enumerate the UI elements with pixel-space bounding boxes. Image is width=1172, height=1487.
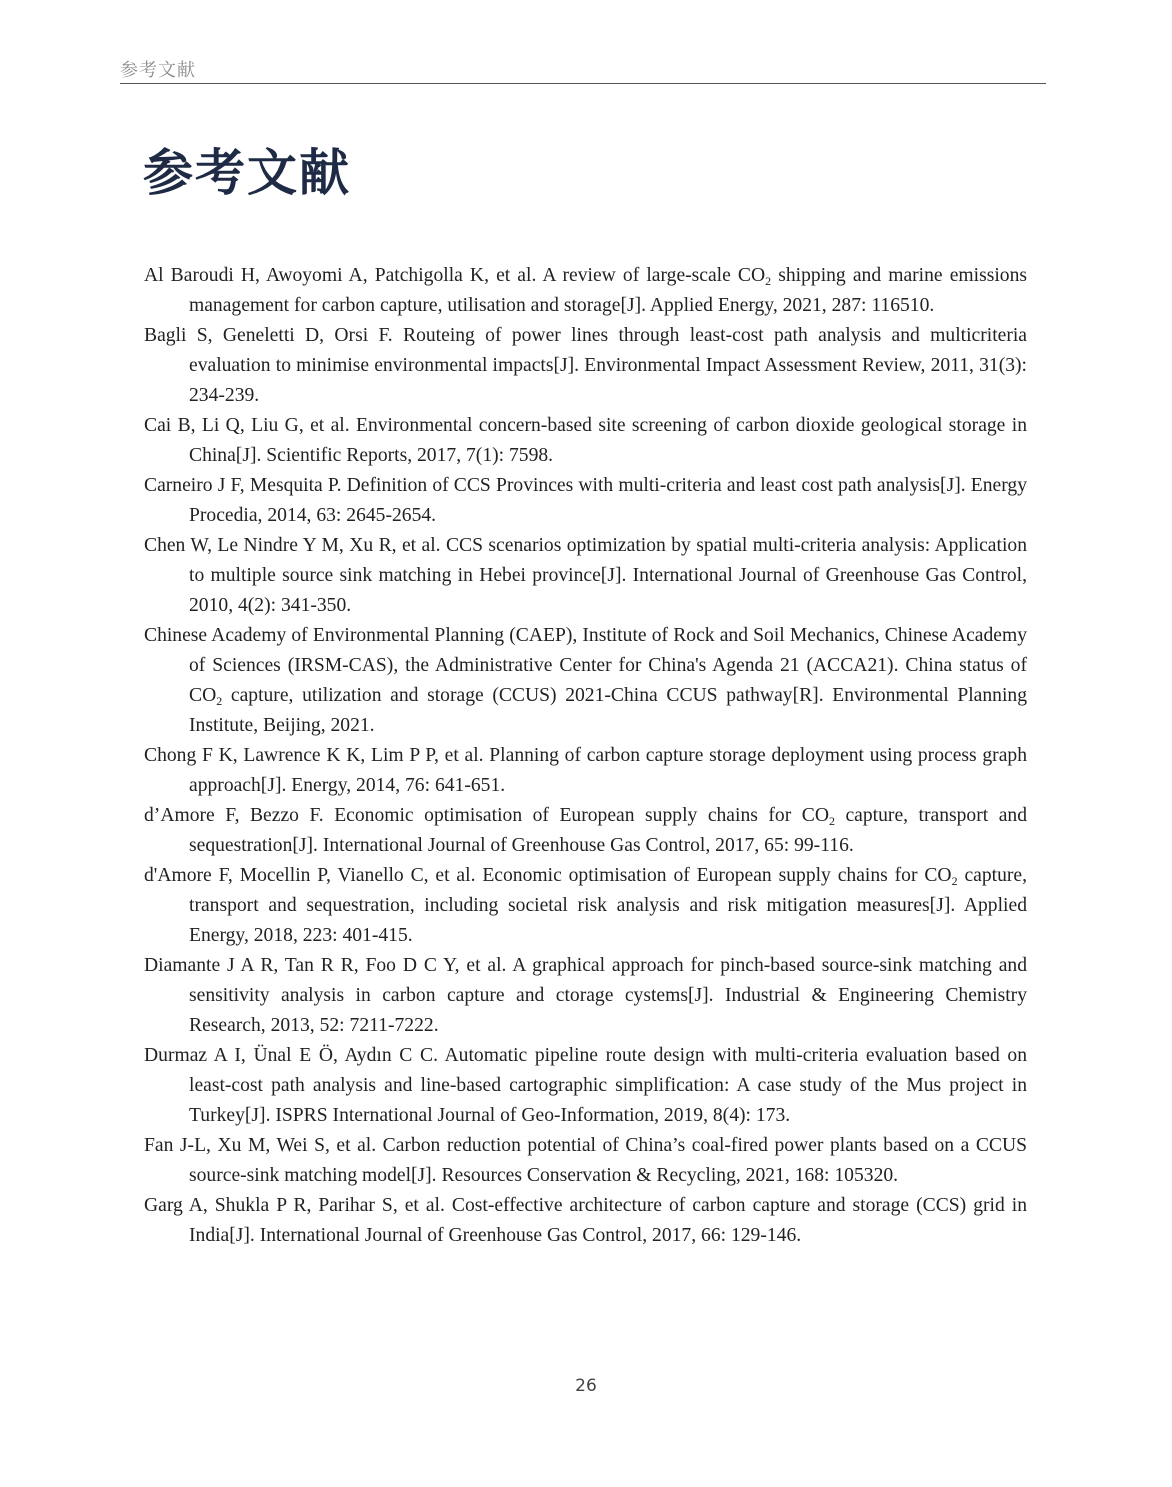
reference-entry [144, 471, 1027, 531]
running-header: 参考文献 [120, 60, 196, 81]
reference-text: Fan J-L, Xu M, Wei S, et al. Carbon reduction potential of China’s coal-fired power plants based on a CCUS source-sink matching model[J]. Resources Conservation & Recycling, 2021, 168: 105320. [144, 1135, 1027, 1186]
reference-text: Bagli S, Geneletti D, Orsi F. Routeing of power lines through least-cost path analysis and multicriteria evaluation to minimise environmental impacts[J]. Environmental Impact Assessment Review, 2011, 31(3): 234-239. [144, 325, 1027, 406]
reference-text: Garg A, Shukla P R, Parihar S, et al. Cost-effective architecture of carbon capture and storage (CCS) grid in India[J]. International Journal of Greenhouse Gas Control, 2017, 66: 129-146. [144, 1195, 1027, 1246]
reference-entry [144, 261, 1027, 321]
page-number: 26 [575, 1376, 597, 1396]
reference-entry [144, 1191, 1027, 1251]
reference-entry [144, 411, 1027, 471]
header-divider [120, 83, 1046, 84]
reference-text: Carneiro J F, Mesquita P. Definition of CCS Provinces with multi-criteria and least cost path analysis[J]. Energy Procedia, 2014, 63: 2645-2654. [144, 475, 1027, 526]
reference-entry [144, 801, 1027, 861]
reference-text-continued: capture, transport and sequestration, including societal risk analysis and risk mitigation measures[J]. Applied Energy, 2018, 223: 401-415. [189, 865, 1027, 946]
reference-text: d'Amore F, Mocellin P, Vianello C, et al. Economic optimisation of European supply chains for CO [144, 865, 952, 886]
reference-entry [144, 621, 1027, 741]
reference-entry [144, 741, 1027, 801]
reference-text: Al Baroudi H, Awoyomi A, Patchigolla K, et al. A review of large-scale CO [144, 265, 766, 286]
reference-entry [144, 321, 1027, 411]
reference-text-continued: capture, transport and sequestration[J]. International Journal of Greenhouse Gas Control, 2017, 65: 99-116. [189, 805, 1027, 856]
subscript: 2 [216, 694, 223, 708]
reference-text: Chong F K, Lawrence K K, Lim P P, et al. Planning of carbon capture storage deployment using process graph approach[J]. Energy, 2014, 76: 641-651. [144, 745, 1027, 796]
reference-text: Cai B, Li Q, Liu G, et al. Environmental concern-based site screening of carbon dioxide geological storage in China[J]. Scientific Reports, 2017, 7(1): 7598. [144, 415, 1027, 466]
page-title: 参考文献 [143, 143, 351, 202]
reference-entry [144, 951, 1027, 1041]
reference-text: Chen W, Le Nindre Y M, Xu R, et al. CCS scenarios optimization by spatial multi-criteria analysis: Application to multiple source sink matching in Hebei province[J]. International Journal of Greenhouse Gas Control, 2010, 4(2): 341-350. [144, 535, 1027, 616]
subscript: 2 [828, 814, 835, 828]
reference-text: Durmaz A I, Ünal E Ö, Aydın C C. Automatic pipeline route design with multi-criteria evaluation based on least-cost path analysis and line-based cartographic simplification: A case study of the Mus project in Turkey[J]. ISPRS International Journal of Geo-Information, 2019, 8(4): 173. [144, 1045, 1027, 1126]
reference-entry [144, 1131, 1027, 1191]
subscript: 2 [951, 874, 958, 888]
reference-entry [144, 531, 1027, 621]
reference-text: Diamante J A R, Tan R R, Foo D C Y, et al. A graphical approach for pinch-based source-sink matching and sensitivity analysis in carbon capture and ctorage cystems[J]. Industrial & Engineering Chemistry Research, 2013, 52: 7211-7222. [144, 955, 1027, 1036]
reference-text: Chinese Academy of Environmental Planning (CAEP), Institute of Rock and Soil Mechanics, Chinese Academy of Sciences (IRSM-CAS), the Administrative Center for China's Agenda 21 (ACCA21). China status of CO [144, 625, 1027, 706]
reference-text: d’Amore F, Bezzo F. Economic optimisation of European supply chains for CO [144, 805, 829, 826]
reference-entry [144, 861, 1027, 951]
subscript: 2 [765, 274, 772, 288]
reference-list [144, 261, 1027, 1251]
reference-text-continued: capture, utilization and storage (CCUS) 2021-China CCUS pathway[R]. Environmental Planning Institute, Beijing, 2021. [189, 685, 1027, 736]
reference-text-continued: shipping and marine emissions management for carbon capture, utilisation and storage[J]. Applied Energy, 2021, 287: 116510. [189, 265, 1027, 316]
reference-entry [144, 1041, 1027, 1131]
